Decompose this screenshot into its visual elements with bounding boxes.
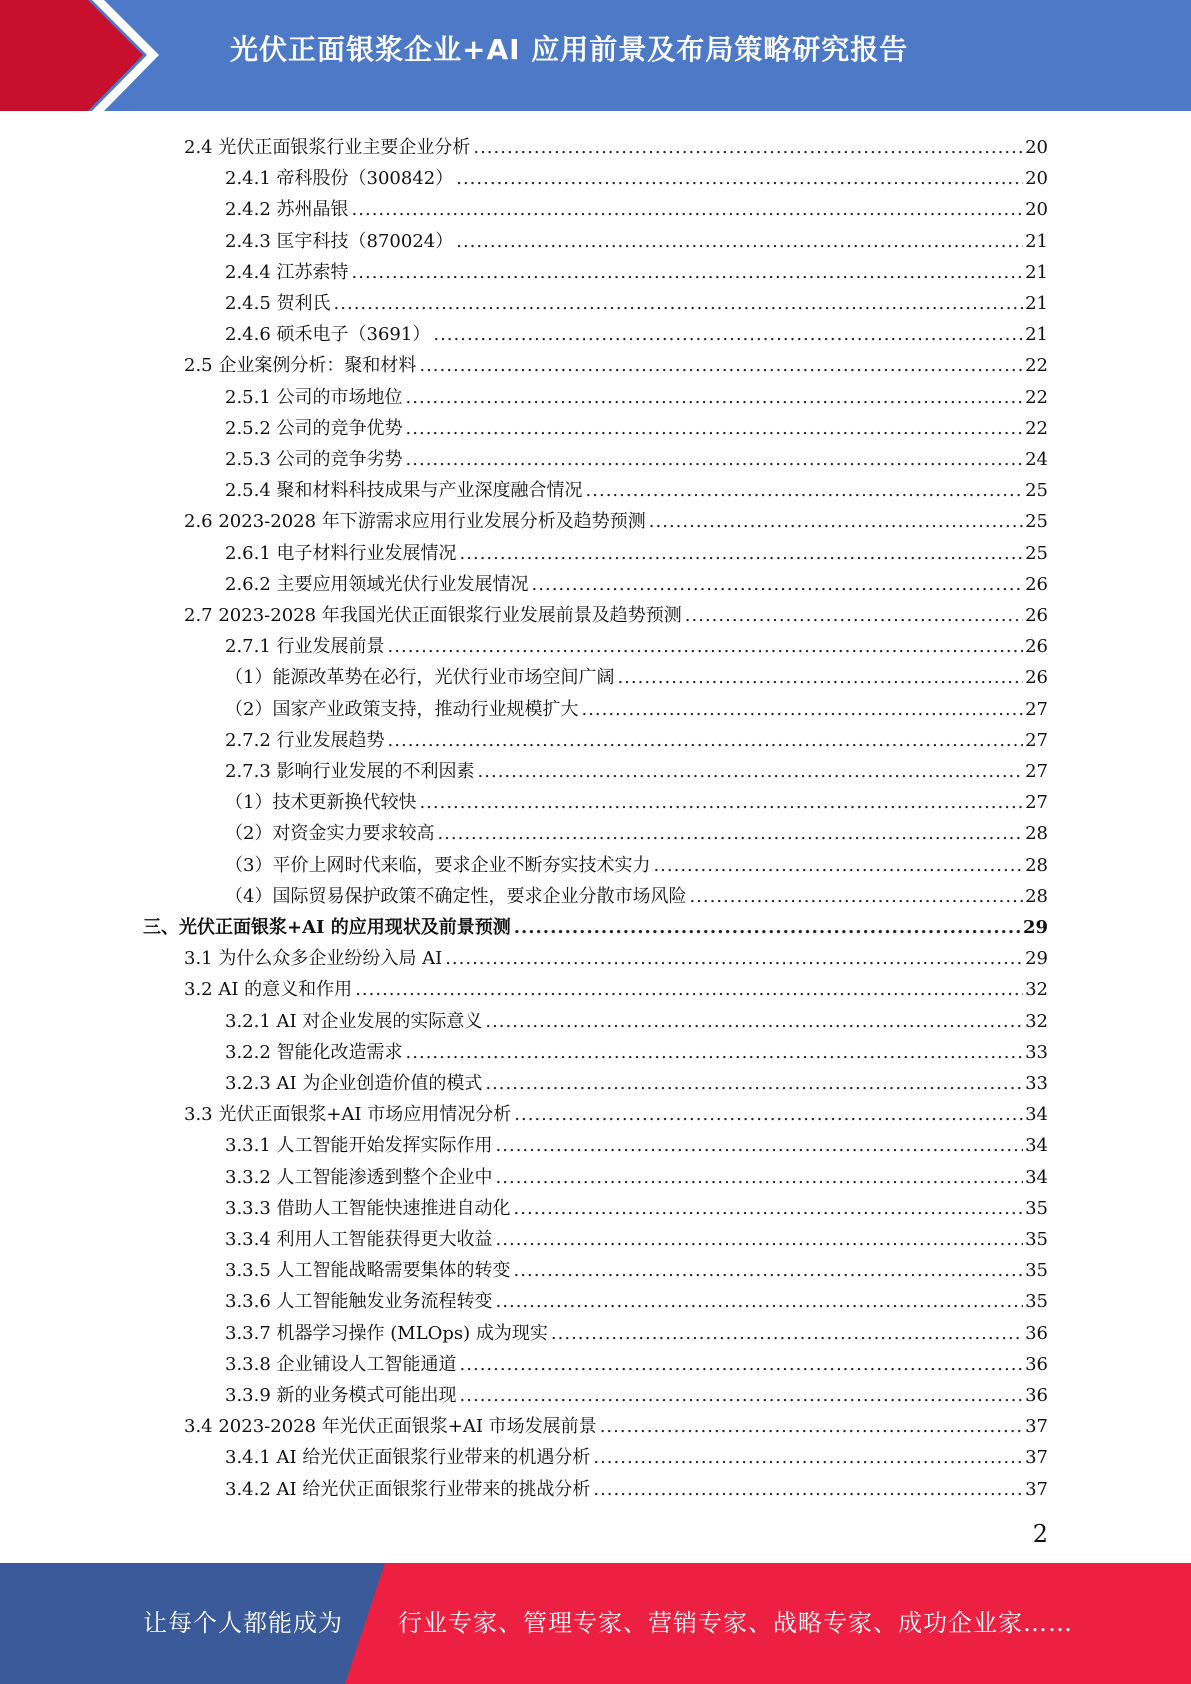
toc-leader-dots xyxy=(355,979,1023,1001)
toc-entry-label: 3.4 2023-2028 年光伏正面银浆+AI 市场发展前景 xyxy=(184,1416,597,1438)
toc-entry[interactable] xyxy=(225,191,1048,221)
toc-leader-dots xyxy=(388,636,1024,658)
toc-leader-dots xyxy=(496,1167,1024,1189)
toc-entry-page: 21 xyxy=(1025,293,1048,314)
toc-entry-page: 37 xyxy=(1025,1478,1048,1500)
toc-entry-label: 3.3.8 企业铺设人工智能通道 xyxy=(225,1353,457,1375)
toc-entry[interactable] xyxy=(225,472,1048,502)
page-header xyxy=(0,0,1191,111)
toc-entry-label: 三、光伏正面银浆+AI 的应用现状及前景预测 xyxy=(143,917,511,938)
toc-leader-dots xyxy=(406,387,1024,409)
toc-entry-label: （1）能源改革势在必行，光伏行业市场空间广阔 xyxy=(225,667,615,689)
toc-entry-page: 36 xyxy=(1025,1322,1048,1344)
toc-leader-dots xyxy=(685,605,1023,627)
toc-entry[interactable] xyxy=(225,691,1048,721)
toc-entry-page: 35 xyxy=(1025,1229,1048,1250)
toc-entry-label: （3）平价上网时代来临，要求企业不断夯实技术实力 xyxy=(225,854,651,876)
toc-entry-label: 2.6.2 主要应用领域光伏行业发展情况 xyxy=(225,573,529,595)
toc-entry[interactable] xyxy=(225,223,1048,253)
toc-entry-label: 3.3.7 机器学习操作 (MLOps) 成为现实 xyxy=(225,1322,548,1344)
toc-entry[interactable] xyxy=(225,784,1048,814)
toc-entry[interactable] xyxy=(143,909,1048,939)
toc-entry-label: 3.3.3 借助人工智能快速推进自动化 xyxy=(225,1197,511,1219)
toc-leader-dots xyxy=(496,1229,1024,1251)
toc-entry-label: 3.3.4 利用人工智能获得更大收益 xyxy=(225,1229,493,1250)
toc-entry[interactable] xyxy=(184,1096,1048,1126)
toc-entry-page: 26 xyxy=(1025,636,1048,658)
toc-entry-label: 3.3.5 人工智能战略需要集体的转变 xyxy=(225,1260,511,1282)
toc-leader-dots xyxy=(456,231,1023,253)
toc-entry-label: 2.5.2 公司的竞争优势 xyxy=(225,417,403,439)
toc-entry-page: 27 xyxy=(1025,698,1048,720)
toc-entry[interactable] xyxy=(225,1346,1048,1376)
toc-entry[interactable] xyxy=(184,940,1048,970)
toc-leader-dots xyxy=(593,1479,1023,1501)
toc-entry[interactable] xyxy=(225,379,1048,409)
toc-entry-page: 34 xyxy=(1025,1104,1048,1126)
report-title: 光伏正面银浆企业+AI 应用前景及布局策略研究报告 xyxy=(230,33,909,66)
toc-entry-page: 29 xyxy=(1025,948,1048,970)
toc-leader-dots xyxy=(496,1291,1024,1313)
footer-slogan-right: 行业专家、管理专家、营销专家、战略专家、成功企业家…… xyxy=(398,1609,1073,1637)
toc-entry[interactable] xyxy=(225,1439,1048,1469)
toc-entry-label: 2.4.3 匡宇科技（870024） xyxy=(225,230,454,252)
toc-leader-dots xyxy=(496,1135,1024,1157)
toc-leader-dots xyxy=(406,1042,1024,1064)
toc-entry[interactable] xyxy=(225,1159,1048,1189)
toc-entry-page: 34 xyxy=(1025,1135,1048,1157)
footer-blue-slant xyxy=(345,1563,385,1684)
toc-entry-label: （1）技术更新换代较快 xyxy=(225,792,417,814)
toc-entry[interactable] xyxy=(225,1377,1048,1407)
toc-entry-label: 3.3.9 新的业务模式可能出现 xyxy=(225,1385,457,1406)
toc-leader-dots xyxy=(406,449,1024,471)
toc-entry-page: 27 xyxy=(1025,729,1048,751)
toc-entry-label: 2.5.4 聚和材料科技成果与产业深度融合情况 xyxy=(225,480,583,502)
toc-entry-page: 27 xyxy=(1025,761,1048,782)
toc-entry-label: 2.4.2 苏州晶银 xyxy=(225,199,349,221)
toc-leader-dots xyxy=(478,761,1024,783)
toc-entry-page: 29 xyxy=(1022,917,1048,938)
toc-entry-page: 24 xyxy=(1025,449,1048,470)
toc-entry[interactable] xyxy=(225,1190,1048,1220)
toc-entry[interactable] xyxy=(225,160,1048,190)
toc-leader-dots xyxy=(653,855,1023,877)
toc-entry-page: 28 xyxy=(1025,854,1048,876)
toc-entry-label: 3.2 AI 的意义和作用 xyxy=(184,979,353,1001)
header-arrow-graphic xyxy=(0,0,170,111)
toc-leader-dots xyxy=(551,1323,1023,1345)
toc-leader-dots xyxy=(485,1011,1023,1033)
toc-entry[interactable] xyxy=(225,878,1048,908)
toc-leader-dots xyxy=(593,1447,1023,1469)
toc-leader-dots xyxy=(460,543,1024,565)
toc-leader-dots xyxy=(460,1385,1024,1407)
toc-entry-page: 35 xyxy=(1025,1260,1048,1282)
toc-entry-page: 37 xyxy=(1025,1447,1048,1469)
toc-entry-page: 26 xyxy=(1025,605,1048,626)
toc-leader-dots xyxy=(600,1416,1023,1438)
toc-entry-page: 21 xyxy=(1025,261,1048,283)
toc-leader-dots xyxy=(433,324,1023,346)
toc-entry-page: 20 xyxy=(1025,168,1048,190)
toc-entry[interactable] xyxy=(184,1408,1048,1438)
toc-leader-dots xyxy=(406,418,1024,440)
toc-leader-dots xyxy=(388,730,1024,752)
footer-slogan-left: 让每个人都能成为 xyxy=(143,1609,343,1637)
toc-entry[interactable] xyxy=(225,410,1048,440)
toc-entry[interactable] xyxy=(225,1471,1048,1501)
toc-leader-dots xyxy=(445,948,1023,970)
toc-entry-label: （2）国家产业政策支持，推动行业规模扩大 xyxy=(225,698,579,720)
toc-entry[interactable] xyxy=(225,1065,1048,1095)
toc-entry[interactable] xyxy=(225,753,1048,783)
toc-entry-label: （4）国际贸易保护政策不确定性，要求企业分散市场风险 xyxy=(225,885,687,907)
toc-entry-label: 3.3.1 人工智能开始发挥实际作用 xyxy=(225,1135,493,1157)
toc-entry-label: 3.4.1 AI 给光伏正面银浆行业带来的机遇分析 xyxy=(225,1447,591,1469)
toc-entry-label: 3.4.2 AI 给光伏正面银浆行业带来的挑战分析 xyxy=(225,1478,591,1500)
toc-leader-dots xyxy=(485,1073,1023,1095)
toc-entry[interactable] xyxy=(225,1283,1048,1313)
toc-leader-dots xyxy=(581,699,1023,721)
toc-entry-label: 2.5.1 公司的市场地位 xyxy=(225,386,403,408)
toc-entry[interactable] xyxy=(225,566,1048,596)
toc-leader-dots xyxy=(617,667,1023,689)
toc-entry[interactable] xyxy=(184,971,1048,1001)
toc-leader-dots xyxy=(532,574,1024,596)
toc-entry-label: 3.2.2 智能化改造需求 xyxy=(225,1041,403,1063)
toc-entry-page: 28 xyxy=(1025,823,1048,845)
toc-entry-page: 36 xyxy=(1025,1353,1048,1375)
toc-entry-page: 21 xyxy=(1025,230,1048,252)
toc-entry[interactable] xyxy=(225,1252,1048,1282)
toc-entry-page: 36 xyxy=(1025,1385,1048,1406)
toc-entry-page: 33 xyxy=(1025,1073,1048,1094)
toc-entry-label: 2.7.1 行业发展前景 xyxy=(225,636,385,658)
toc-entry-page: 22 xyxy=(1025,355,1048,377)
toc-entry-page: 34 xyxy=(1025,1166,1048,1188)
toc-entry[interactable] xyxy=(225,1127,1048,1157)
toc-entry-page: 27 xyxy=(1025,792,1048,814)
toc-entry-label: 3.3.2 人工智能渗透到整个企业中 xyxy=(225,1166,493,1188)
toc-entry-page: 35 xyxy=(1025,1197,1048,1219)
page-footer xyxy=(0,1563,1191,1684)
toc-entry-label: 2.6 2023-2028 年下游需求应用行业发展分析及趋势预测 xyxy=(184,511,646,533)
toc-entry-label: 3.3.6 人工智能触发业务流程转变 xyxy=(225,1291,493,1313)
toc-leader-dots xyxy=(460,1354,1024,1376)
toc-leader-dots xyxy=(689,886,1023,908)
toc-entry-page: 25 xyxy=(1025,511,1048,533)
toc-entry-page: 33 xyxy=(1025,1041,1048,1063)
toc-entry-label: 2.7.2 行业发展趋势 xyxy=(225,729,385,751)
toc-entry-page: 25 xyxy=(1025,542,1048,564)
toc-entry-page: 35 xyxy=(1025,1291,1048,1313)
toc-entry-page: 32 xyxy=(1025,1010,1048,1032)
toc-leader-dots xyxy=(514,1104,1023,1126)
toc-entry-page: 21 xyxy=(1025,324,1048,346)
toc-entry[interactable] xyxy=(225,316,1048,346)
toc-entry-label: 3.2.1 AI 对企业发展的实际意义 xyxy=(225,1010,483,1032)
toc-entry[interactable] xyxy=(225,1315,1048,1345)
toc-leader-dots xyxy=(419,792,1023,814)
toc-entry[interactable] xyxy=(225,659,1048,689)
toc-leader-dots xyxy=(473,137,1023,159)
toc-entry-label: 2.4 光伏正面银浆行业主要企业分析 xyxy=(184,137,471,158)
toc-leader-dots xyxy=(352,199,1024,221)
toc-entry-page: 32 xyxy=(1025,979,1048,1001)
toc-entry-label: 2.4.5 贺利氏 xyxy=(225,293,331,314)
toc-entry-label: 2.6.1 电子材料行业发展情况 xyxy=(225,542,457,564)
toc-entry-label: 2.7 2023-2028 年我国光伏正面银浆行业发展前景及趋势预测 xyxy=(184,605,682,626)
toc-entry-label: 3.3 光伏正面银浆+AI 市场应用情况分析 xyxy=(184,1104,512,1126)
toc-leader-dots xyxy=(586,480,1024,502)
toc-entry[interactable] xyxy=(225,1221,1048,1251)
toc-entry-label: 3.1 为什么众多企业纷纷入局 AI xyxy=(184,948,443,970)
toc-entry[interactable] xyxy=(225,535,1048,565)
toc-entry-page: 26 xyxy=(1025,573,1048,595)
toc-entry-label: 3.2.3 AI 为企业创造价值的模式 xyxy=(225,1073,483,1094)
toc-entry-page: 28 xyxy=(1025,885,1048,907)
toc-entry[interactable] xyxy=(225,628,1048,658)
toc-leader-dots xyxy=(456,168,1023,190)
toc-leader-dots xyxy=(514,917,1021,939)
toc-leader-dots xyxy=(334,293,1024,315)
toc-entry-page: 25 xyxy=(1025,480,1048,502)
toc-entry[interactable] xyxy=(225,285,1048,315)
toc-entry-label: 2.4.1 帝科股份（300842） xyxy=(225,168,454,190)
toc-entry[interactable] xyxy=(225,722,1048,752)
toc-leader-dots xyxy=(649,511,1023,533)
toc-entry[interactable] xyxy=(225,1003,1048,1033)
toc-entry-label: 2.4.4 江苏索特 xyxy=(225,261,349,283)
toc-entry-label: （2）对资金实力要求较高 xyxy=(225,823,435,845)
toc-entry[interactable] xyxy=(225,1034,1048,1064)
toc-entry[interactable] xyxy=(184,597,1048,627)
toc-entry-label: 2.5 企业案例分析：聚和材料 xyxy=(184,355,417,377)
toc-entry[interactable] xyxy=(184,129,1048,159)
toc-leader-dots xyxy=(352,262,1024,284)
toc-entry[interactable] xyxy=(225,441,1048,471)
toc-leader-dots xyxy=(419,355,1023,377)
toc-entry-page: 37 xyxy=(1025,1416,1048,1438)
toc-entry-label: 2.7.3 影响行业发展的不利因素 xyxy=(225,761,475,782)
toc-entry[interactable] xyxy=(225,815,1048,845)
toc-leader-dots xyxy=(514,1260,1024,1282)
toc-entry-page: 26 xyxy=(1025,667,1048,689)
toc-entry[interactable] xyxy=(184,347,1048,377)
toc-entry-page: 22 xyxy=(1025,386,1048,408)
toc-entry-page: 22 xyxy=(1025,417,1048,439)
toc-leader-dots xyxy=(514,1198,1024,1220)
toc-entry[interactable] xyxy=(225,254,1048,284)
toc-entry-label: 2.4.6 硕禾电子（3691） xyxy=(225,324,431,346)
toc-leader-dots xyxy=(437,823,1023,845)
toc-entry[interactable] xyxy=(184,503,1048,533)
toc-entry[interactable] xyxy=(225,847,1048,877)
page-number: 2 xyxy=(1032,1520,1048,1548)
toc-entry-page: 20 xyxy=(1025,137,1048,158)
toc-entry-page: 20 xyxy=(1025,199,1048,221)
toc-entry-label: 2.5.3 公司的竞争劣势 xyxy=(225,449,403,470)
